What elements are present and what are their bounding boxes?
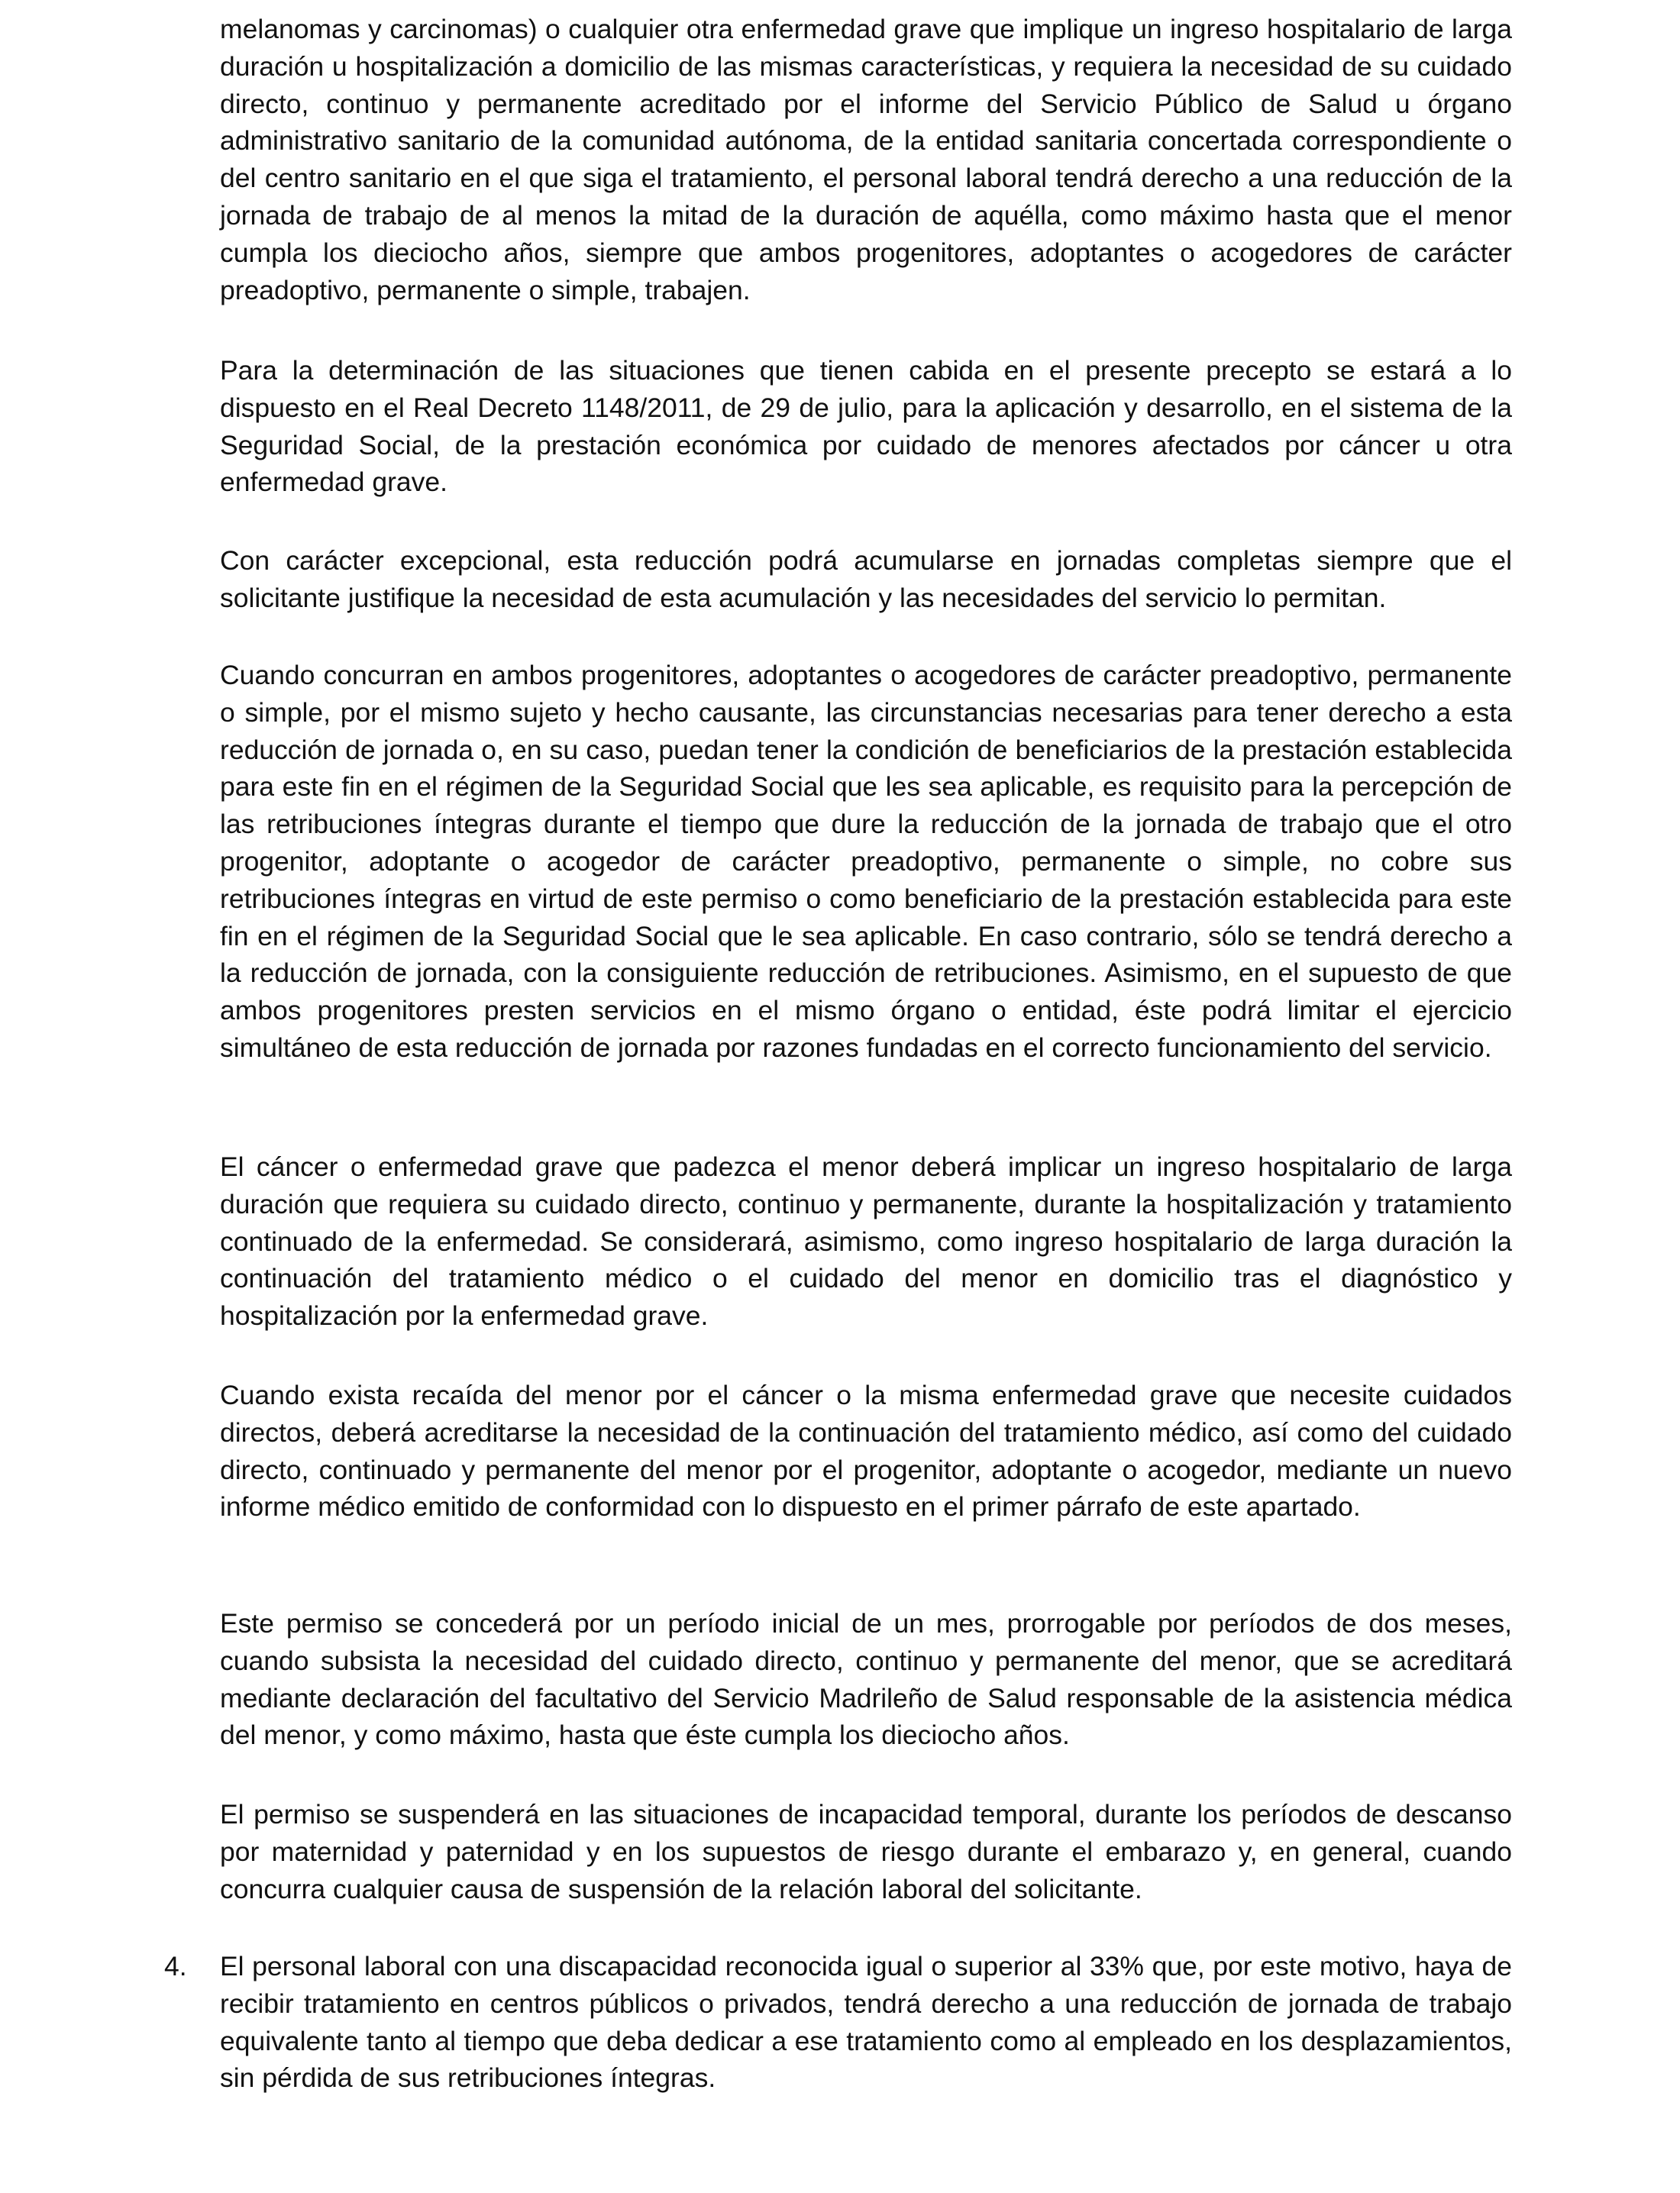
list-item-number: 4.: [164, 1951, 187, 1981]
paragraph-5: El cáncer o enfermedad grave que padezca el menor deberá implicar un ingreso hospitalario de larga duración que requiera su cuidado directo, continuo y permanente, durante la hospitalización y tratamiento continuado de la enfermedad. Se considerará, asimismo, como ingreso hospitalario de larga duración la continuación del tratamiento médico o el cuidado del menor en domicilio tras el diagnóstico y hospitalización por la enfermedad grave.: [220, 1151, 1512, 1332]
paragraph-4: Cuando concurran en ambos progenitores, adoptantes o acogedores de carácter preadoptivo, permanente o simple, por el mismo sujeto y hecho causante, las circunstancias necesarias para tener derecho a esta reducción de jornada o, en su caso, puedan tener la condición de beneficiarios de la prestación establecida para este fin en el régimen de la Seguridad Social que les sea aplicable, es requisito para la percepción de las retribuciones íntegras durante el tiempo que dure la reducción de la jornada de trabajo que el otro progenitor, adoptante o acogedor de carácter preadoptivo, permanente o simple, no cobre sus retribuciones íntegras en virtud de este permiso o como beneficiario de la prestación establecida para este fin en el régimen de la Seguridad Social que le sea aplicable. En caso contrario, sólo se tendrá derecho a la reducción de jornada, con la consiguiente reducción de retribuciones. Asimismo, en el supuesto de que ambos progenitores presten servicios en el mismo órgano o entidad, éste podrá limitar el ejercicio simultáneo de esta reducción de jornada por razones fundadas en el correcto funcionamiento del servicio.: [220, 660, 1512, 1063]
paragraph-8: El permiso se suspenderá en las situaciones de incapacidad temporal, durante los períodos de descanso por maternidad y paternidad y en los supuestos de riesgo durante el embarazo y, en general, cuando concurra cualquier causa de suspensión de la relación laboral del solicitante.: [220, 1799, 1512, 1904]
paragraph-2: Para la determinación de las situaciones que tienen cabida en el presente precepto se estará a lo dispuesto en el Real Decreto 1148/2011, de 29 de julio, para la aplicación y desarrollo, en el sistema de la Seguridad Social, de la prestación económica por cuidado de menores afectados por cáncer u otra enfermedad grave.: [220, 355, 1512, 498]
paragraph-1: melanomas y carcinomas) o cualquier otra enfermedad grave que implique un ingreso hospitalario de larga duración u hospitalización a domicilio de las mismas características, y requiera la necesidad de su cuidado directo, continuo y permanente acreditado por el informe del Servicio Público de Salud u órgano administrativo sanitario de la comunidad autónoma, de la entidad sanitaria concertada correspondiente o del centro sanitario en el que siga el tratamiento, el personal laboral tendrá derecho a una reducción de la jornada de trabajo de al menos la mitad de la duración de aquélla, como máximo hasta que el menor cumpla los dieciocho años, siempre que ambos progenitores, adoptantes o acogedores de carácter preadoptivo, permanente o simple, trabajen.: [220, 14, 1512, 305]
paragraph-7: Este permiso se concederá por un período inicial de un mes, prorrogable por períodos de dos meses, cuando subsista la necesidad del cuidado directo, continuo y permanente del menor, que se acreditará mediante declaración del facultativo del Servicio Madrileño de Salud responsable de la asistencia médica del menor, y como máximo, hasta que éste cumpla los dieciocho años.: [220, 1608, 1512, 1751]
paragraph-3: Con carácter excepcional, esta reducción podrá acumularse en jornadas completas siempre que el solicitante justifique la necesidad de esta acumulación y las necesidades del servicio lo permitan.: [220, 545, 1512, 613]
list-item-text: El personal laboral con una discapacidad reconocida igual o superior al 33% que, por este motivo, haya de recibir tratamiento en centros públicos o privados, tendrá derecho a una reducción de jornada de trabajo equivalente tanto al tiempo que deba dedicar a ese tratamiento como al empleado en los desplazamientos, sin pérdida de sus retribuciones íntegras.: [220, 1951, 1512, 2094]
paragraph-6: Cuando exista recaída del menor por el cáncer o la misma enfermedad grave que necesite cuidados directos, deberá acreditarse la necesidad de la continuación del tratamiento médico, así como del cuidado directo, continuado y permanente del menor por el progenitor, adoptante o acogedor, mediante un nuevo informe médico emitido de conformidad con lo dispuesto en el primer párrafo de este apartado.: [220, 1380, 1512, 1523]
